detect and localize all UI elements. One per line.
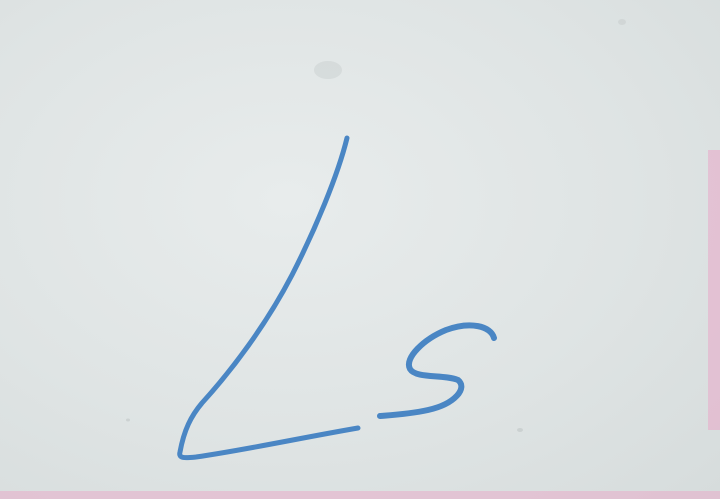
bottom-edge-tint bbox=[0, 491, 720, 499]
smudge-dot-3 bbox=[618, 19, 626, 25]
smudge-top bbox=[314, 61, 342, 79]
handwritten-letter-l bbox=[180, 138, 358, 458]
handwritten-letter-s bbox=[380, 325, 494, 416]
right-edge-tint bbox=[708, 150, 720, 430]
smudge-dot-1 bbox=[517, 428, 523, 432]
board-smudges bbox=[126, 19, 626, 432]
smudge-dot-2 bbox=[126, 419, 130, 422]
